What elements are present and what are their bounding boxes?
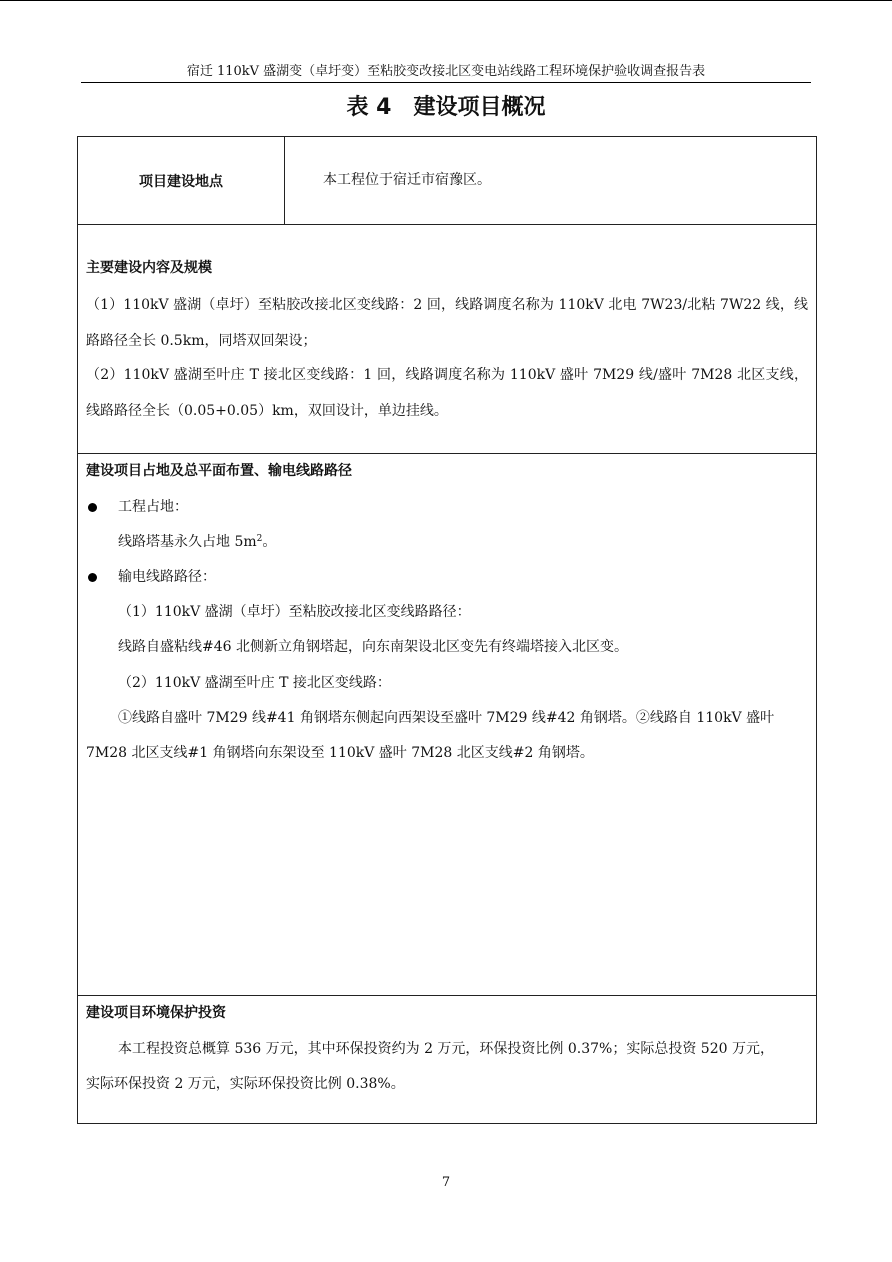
column-divider xyxy=(284,137,285,224)
land-use-label: 工程占地： xyxy=(118,499,188,515)
investment-heading: 建设项目环境保护投资 xyxy=(86,1005,226,1021)
row-divider xyxy=(78,453,816,454)
route-label: 输电线路路径： xyxy=(118,569,216,585)
route-2-line-2: 7M28 北区支线#1 角钢塔向东架设至 110kV 盛叶 7M28 北区支线#2 角钢塔。 xyxy=(86,745,594,761)
investment-line-2: 实际环保投资 2 万元，实际环保投资比例 0.38%。 xyxy=(86,1076,405,1092)
route-2-title: （2）110kV 盛湖至叶庄 T 接北区变线路： xyxy=(118,675,391,691)
content-item-2: （2）110kV 盛湖至叶庄 T 接北区变线路：1 回，线路调度名称为 110kV 盛叶 7M29 线/盛叶 7M28 北区支线，线路路径全长（0.05+0.05）km，双回设计，单边挂线。 xyxy=(86,367,808,419)
row-divider xyxy=(78,995,816,996)
route-1-text: 线路自盛粘线#46 北侧新立角钢塔起，向东南架设北区变先有终端塔接入北区变。 xyxy=(118,639,628,655)
top-border-rule xyxy=(0,0,892,1)
row-divider xyxy=(78,224,816,225)
page-title: 表 4 建设项目概况 xyxy=(346,95,546,120)
bullet-dot-icon xyxy=(88,503,97,512)
project-overview-table xyxy=(77,136,817,1124)
route-2-line-1: ①线路自盛叶 7M29 线#41 角钢塔东侧起向西架设至盛叶 7M29 线#42 角钢塔。②线路自 110kV 盛叶 xyxy=(118,710,775,726)
layout-heading: 建设项目占地及总平面布置、输电线路路径 xyxy=(86,463,352,479)
content-item-1: （1）110kV 盛湖（卓圩）至粘胶改接北区变线路：2 回，线路调度名称为 110kV 北电 7W23/北粘 7W22 线，线路路径全长 0.5km，同塔双回架设； xyxy=(86,297,808,349)
bullet-dot-icon xyxy=(88,573,97,582)
location-value: 本工程位于宿迁市宿豫区。 xyxy=(323,172,491,188)
content-heading: 主要建设内容及规模 xyxy=(86,260,212,276)
investment-line-1: 本工程投资总概算 536 万元，其中环保投资约为 2 万元，环保投资比例 0.37%；实际总投资 520 万元， xyxy=(118,1041,774,1057)
location-label: 项目建设地点 xyxy=(139,173,223,190)
header-rule xyxy=(81,82,811,83)
running-header: 宿迁 110kV 盛湖变（卓圩变）至粘胶变改接北区变电站线路工程环境保护验收调查报告表 xyxy=(186,64,706,79)
page-number: 7 xyxy=(441,1175,451,1190)
route-1-title: （1）110kV 盛湖（卓圩）至粘胶改接北区变线路路径： xyxy=(118,604,471,620)
area-superscript: 2 xyxy=(256,534,263,544)
land-use-text: 线路塔基永久占地 $5m^2$。 xyxy=(118,534,277,550)
